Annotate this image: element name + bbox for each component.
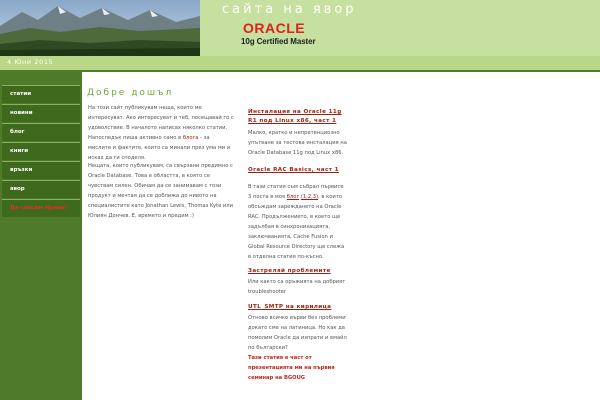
sidebar-menu [2, 85, 80, 218]
sidebar [0, 72, 82, 400]
article-title-rac-basics[interactable]: Oracle RAC Basics, част 1 [248, 167, 339, 173]
sidebar-item-save-irina[interactable]: Да спасим Ирина! [2, 199, 80, 217]
sidebar-item-yavor[interactable]: явор [2, 180, 80, 198]
utl-smtp-summary: Отново всичко върви без проблеми докато сме на латиница. Но как да помолим Oracle да изпрати и емайл по български? [248, 315, 347, 351]
article-summary-oracle-install: Малко, кратко и непретенциозно упътване за тестова инсталация на Oracle Database 11g под Linux x86. [248, 130, 347, 156]
about-paragraph: Нещата, които публикувам, са свързани предимно с Oracle Database. Това е областта, в която се чувствам силен. Обичам да се занимавам с този продукт и мечтая да се доближа до нивото на специалистите като Jonathan Lewis, Thomas Kyte или Юлиян Дончев. Е, времето и предим :) [88, 163, 233, 219]
page-title: Добре дошъл [87, 88, 174, 98]
article-summary-troubleshoot: Или както са оръжията на добрият troubleshooter [248, 279, 346, 295]
sidebar-item-articles[interactable]: статии [2, 85, 80, 103]
site-title: сайта на явор [222, 2, 357, 17]
utl-smtp-note: Тази статия е част от презентацията ми на първия семинар на BGOUG [248, 355, 335, 381]
oracle-logo-text: ORACLE [243, 21, 306, 35]
sidebar-item-books[interactable]: книги [2, 142, 80, 160]
intro-paragraph [88, 103, 234, 163]
current-date: 4 Юни 2015 [7, 58, 54, 66]
oracle-logo [243, 21, 323, 35]
intro-text-end: - за мислите и фактите, които са минали през ума ми и исках да ги споделя. [88, 135, 231, 161]
article-title-oracle-install[interactable]: Инсталация на Oracle 11g R1 под Linux x86, част 1 [248, 109, 342, 124]
mountain-banner-image [0, 0, 200, 56]
article-title-troubleshoot[interactable]: Застреляй проблемите [248, 268, 331, 274]
certification-text: 10g Certified Master [241, 37, 316, 46]
sidebar-item-blog[interactable]: блог [2, 123, 80, 141]
article-title-utl-smtp[interactable]: UTL_SMTP на кирилица [248, 304, 332, 310]
blog-link[interactable]: блога [182, 135, 199, 141]
intro-text-start: На този сайт публикувам неща, които ме интересуват. Ако интересуват и теб, посещавай го с удоволствие. В началото написах няколко статии. Напоследък пиша активно само в [88, 105, 234, 141]
date-bar [0, 56, 600, 72]
rac-summary-end: , в които обсъждам зареждането на Oracle RAC. Продължението, в което ще задълбая в синхронизацията, заключванията, Cache Fusion и Global Resource Directory ще слежа в отделна статия по-късно. [248, 194, 345, 260]
sidebar-item-news[interactable]: новини [2, 104, 80, 122]
article-summary-rac-basics [248, 182, 348, 262]
rac-blog-link[interactable]: блог [286, 194, 300, 200]
sidebar-item-links[interactable]: връзки [2, 161, 80, 179]
article-summary-utl-smtp [248, 313, 348, 383]
rac-summary-start: В тази статия съм събрал първите 3 поста в моя [248, 184, 344, 200]
rac-post-links[interactable]: (1,2,3) [300, 194, 319, 200]
header [0, 0, 600, 56]
